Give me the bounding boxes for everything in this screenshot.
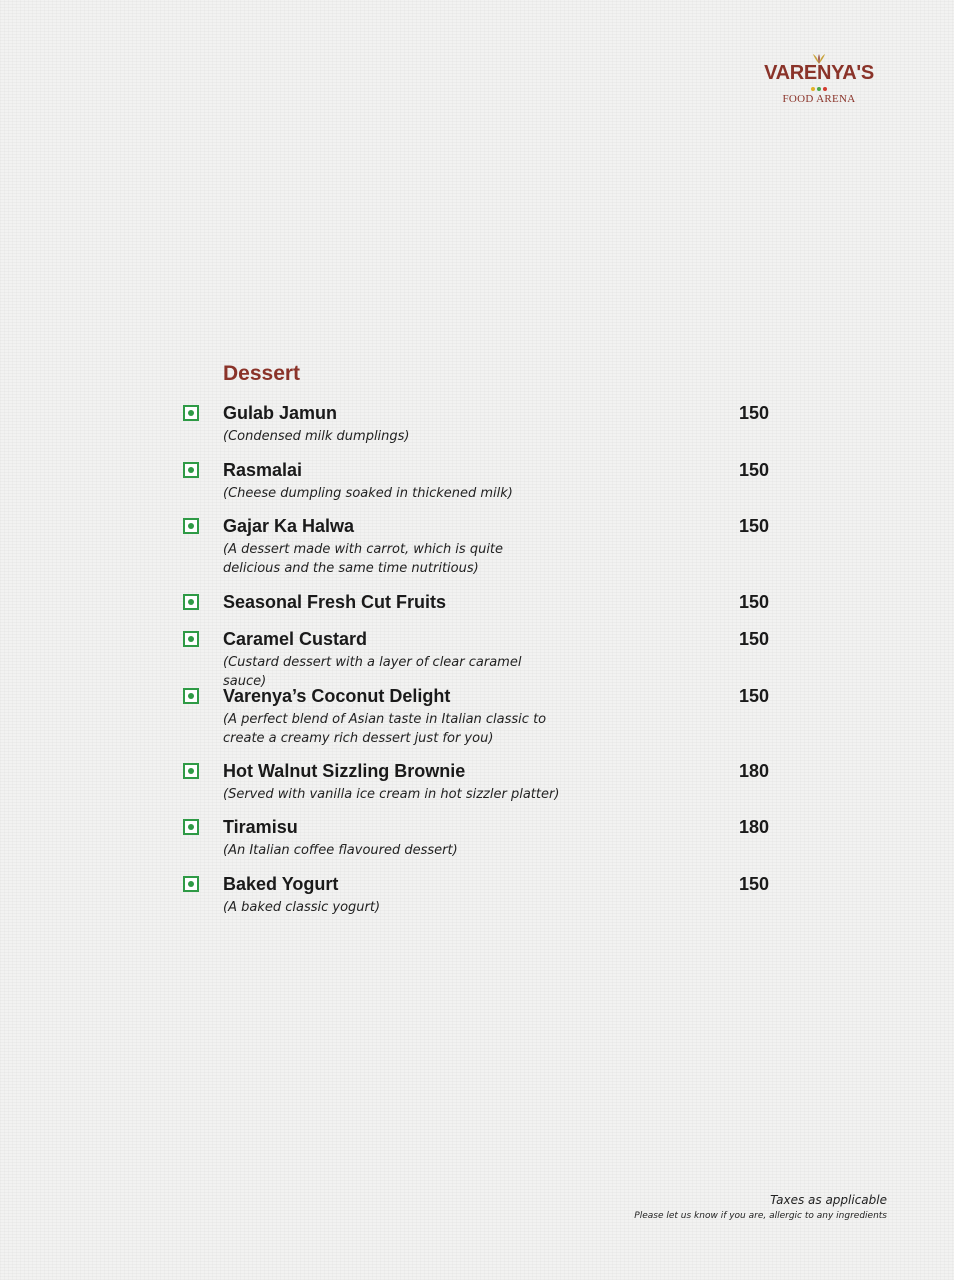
item-price: 150 bbox=[739, 403, 770, 423]
item-description: (A perfect blend of Asian taste in Italian classic to create a creamy rich dessert just for you) bbox=[223, 712, 547, 746]
item-description: (Cheese dumpling soaked in thickened milk) bbox=[223, 486, 513, 501]
allergy-note: Please let us know if you are, allergic to any ingredients bbox=[634, 1211, 887, 1221]
veg-icon bbox=[183, 631, 199, 647]
item-name: Tiramisu bbox=[223, 817, 298, 837]
item-description: (Custard dessert with a layer of clear caramel sauce) bbox=[223, 655, 522, 689]
brand-name: VARENYA'S bbox=[764, 62, 874, 84]
item-price: 150 bbox=[739, 686, 770, 706]
item-name: Hot Walnut Sizzling Brownie bbox=[223, 761, 466, 781]
veg-icon bbox=[183, 876, 199, 892]
item-description: (Served with vanilla ice cream in hot sizzler platter) bbox=[223, 787, 560, 802]
brand-dots bbox=[811, 87, 827, 91]
item-name: Gajar Ka Halwa bbox=[223, 516, 355, 536]
item-name: Rasmalai bbox=[223, 460, 303, 480]
footer-notes bbox=[634, 1193, 887, 1223]
veg-icon bbox=[183, 518, 199, 534]
item-price: 180 bbox=[739, 817, 770, 837]
veg-icon bbox=[183, 819, 199, 835]
taxes-note: Taxes as applicable bbox=[770, 1193, 887, 1207]
section-title: Dessert bbox=[223, 362, 301, 385]
item-name: Gulab Jamun bbox=[223, 403, 338, 423]
brand-subtitle: FOOD ARENA bbox=[782, 93, 856, 105]
item-price: 180 bbox=[739, 761, 770, 781]
item-price: 150 bbox=[739, 629, 770, 649]
veg-icon bbox=[183, 594, 199, 610]
veg-icon bbox=[183, 405, 199, 421]
item-price: 150 bbox=[739, 592, 770, 612]
item-name: Varenya’s Coconut Delight bbox=[223, 686, 451, 706]
item-name: Baked Yogurt bbox=[223, 874, 339, 894]
veg-icon bbox=[183, 688, 199, 704]
item-name: Seasonal Fresh Cut Fruits bbox=[223, 592, 447, 612]
item-price: 150 bbox=[739, 516, 770, 536]
item-description: (A dessert made with carrot, which is quite delicious and the same time nutritious) bbox=[223, 542, 504, 576]
item-name: Caramel Custard bbox=[223, 629, 368, 649]
brand-logo bbox=[754, 54, 884, 110]
item-description: (An Italian coffee flavoured dessert) bbox=[223, 843, 458, 858]
item-price: 150 bbox=[739, 460, 770, 480]
veg-icon bbox=[183, 763, 199, 779]
veg-icon bbox=[183, 462, 199, 478]
item-description: (Condensed milk dumplings) bbox=[223, 429, 410, 444]
item-price: 150 bbox=[739, 874, 770, 894]
item-description: (A baked classic yogurt) bbox=[223, 900, 381, 915]
